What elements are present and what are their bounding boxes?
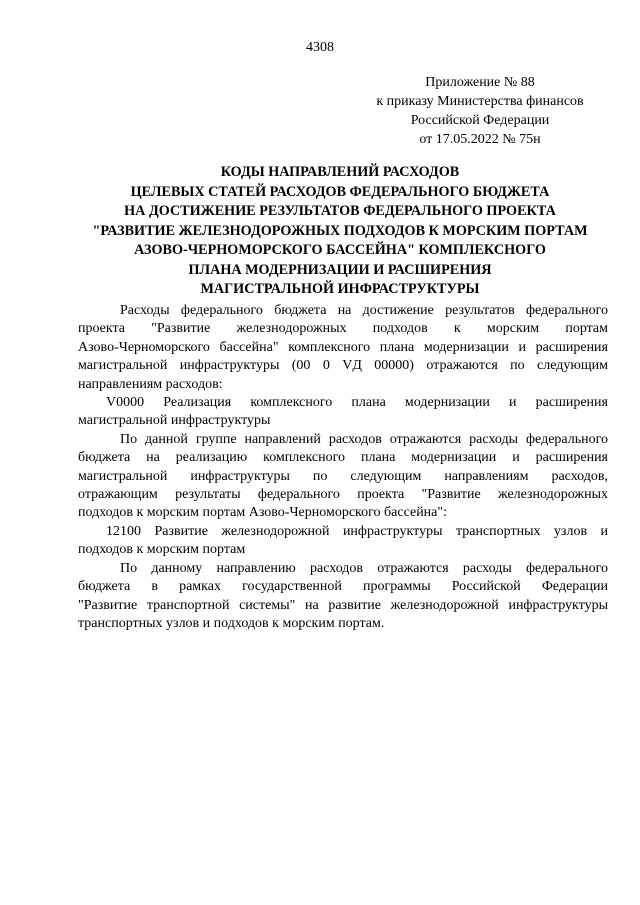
text-line: По данному направлению расходов отражаются расходы федерального (120, 560, 608, 576)
paragraph-code-v0000 (78, 394, 608, 431)
paragraph-direction-description (78, 560, 608, 634)
text-line: Азово-Черноморского бассейна" комплексного плана модернизации и расширения (78, 339, 608, 355)
text-line: бюджета в рамках государственной программы Российской Федерации (78, 579, 608, 595)
paragraph-intro (78, 302, 608, 394)
text-line: По данной группе направлений расходов отражаются расходы федерального (120, 431, 608, 447)
paragraph-group-description (78, 431, 608, 523)
page-number: 4308 (306, 40, 334, 55)
text-line: транспортных узлов и подходов к морским портам. (78, 615, 385, 631)
title-line: "РАЗВИТИЕ ЖЕЛЕЗНОДОРОЖНЫХ ПОДХОДОВ К МОРСКИМ ПОРТАМ (92, 222, 588, 239)
title-line: ПЛАНА МОДЕРНИЗАЦИИ И РАСШИРЕНИЯ (188, 261, 492, 278)
title-line: НА ДОСТИЖЕНИЕ РЕЗУЛЬТАТОВ ФЕДЕРАЛЬНОГО ПРОЕКТА (124, 203, 556, 219)
text-line: подходов к морским портам (78, 542, 246, 558)
appendix-line: от 17.05.2022 № 75н (419, 132, 541, 147)
title-line: КОДЫ НАПРАВЛЕНИЙ РАСХОДОВ (220, 164, 460, 180)
document-body (78, 302, 608, 633)
text-line: бюджета на реализацию комплексного плана модернизации и расширения (78, 450, 608, 466)
text-line: "Развитие транспортной системы" на развитие железнодорожной инфраструктуры (78, 597, 608, 613)
appendix-line: Российской Федерации (410, 113, 550, 128)
document-title (60, 163, 620, 300)
title-line: ЦЕЛЕВЫХ СТАТЕЙ РАСХОДОВ ФЕДЕРАЛЬНОГО БЮДЖЕТА (130, 183, 550, 200)
appendix-line: к приказу Министерства финансов (376, 94, 584, 109)
text-line: магистральной инфраструктуры (00 0 VД 00000) отражаются по следующим (78, 358, 608, 374)
text-line: Расходы федерального бюджета на достижение результатов федерального (120, 303, 608, 318)
text-line: отражающим результаты федерального проекта "Развитие железнодорожных (78, 487, 608, 503)
appendix-line: Приложение № 88 (425, 75, 535, 90)
paragraph-code-12100 (78, 523, 608, 560)
text-line: подходов к морским портам Азово-Черноморского бассейна": (78, 505, 447, 521)
text-line: проекта "Развитие железнодорожных подходов к морским портам (78, 321, 608, 337)
title-line: МАГИСТРАЛЬНОЙ ИНФРАСТРУКТУРЫ (200, 281, 480, 297)
text-line: 12100 Развитие железнодорожной инфраструктуры транспортных узлов и (106, 523, 608, 539)
text-line: направлениям расходов: (78, 376, 223, 392)
appendix-header (340, 73, 620, 149)
text-line: магистральной инфраструктуры по следующим направлениям расходов, (78, 468, 608, 484)
text-line: V0000 Реализация комплексного плана модернизации и расширения (106, 395, 608, 411)
text-line: магистральной инфраструктуры (78, 413, 271, 429)
title-line: АЗОВО-ЧЕРНОМОРСКОГО БАССЕЙНА" КОМПЛЕКСНОГО (134, 242, 546, 258)
